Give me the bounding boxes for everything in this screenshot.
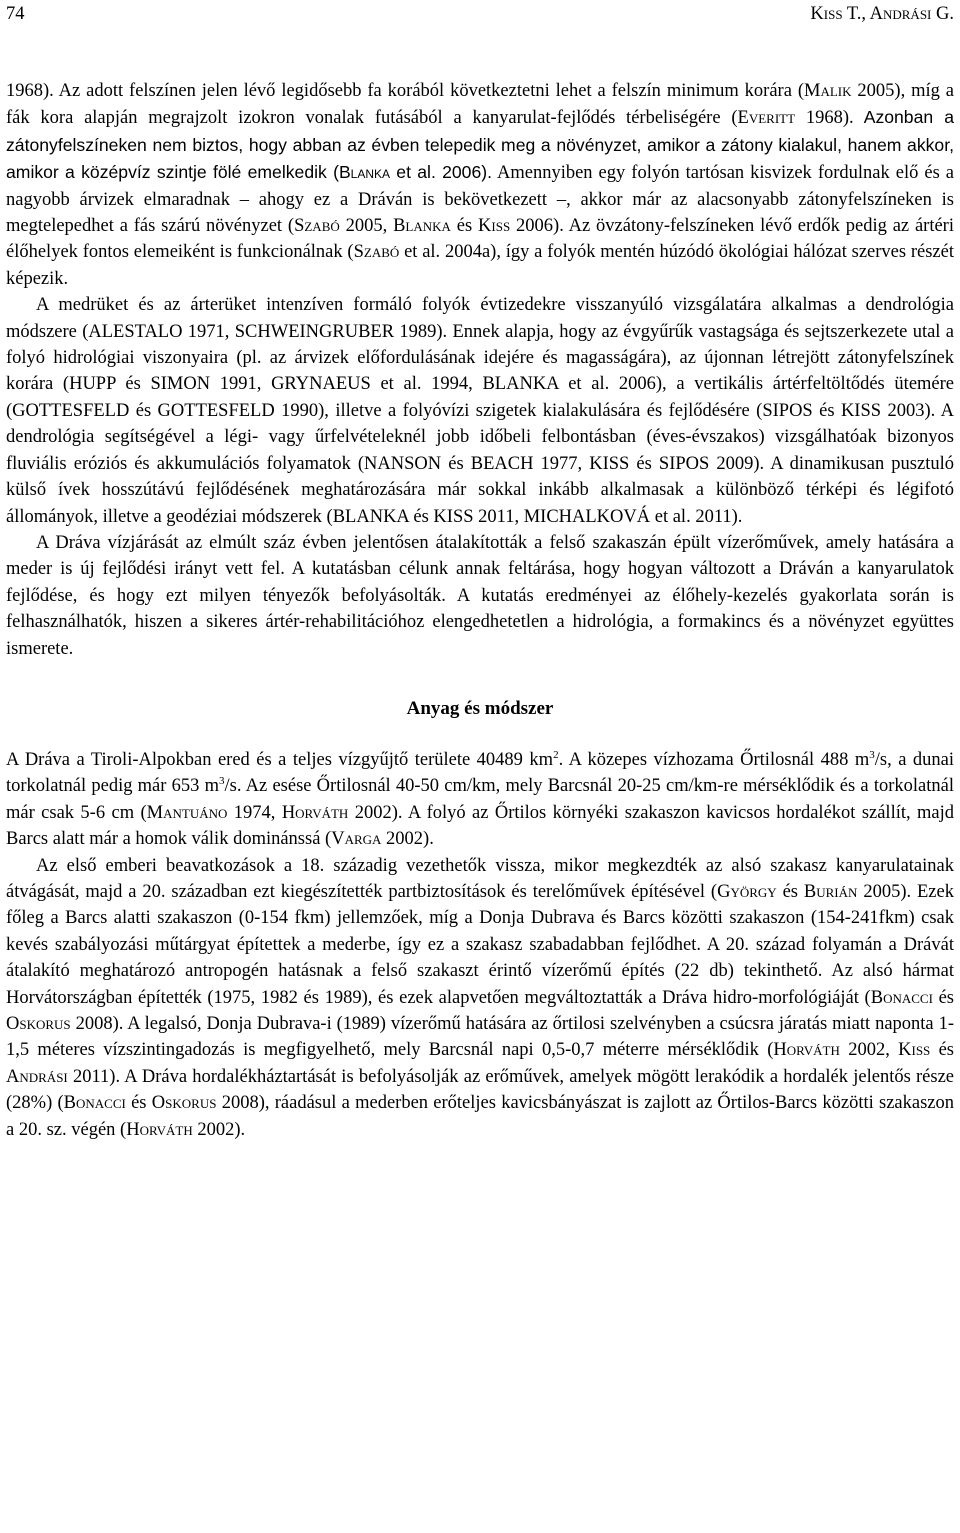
citation-author: Everitt — [737, 108, 796, 129]
paragraph-dendrology — [6, 292, 954, 530]
citation-author: Kiss — [478, 216, 511, 237]
impact-text: 2008), ráadásul a mederben erőteljes kavicsbányászat is zajlott az Őrtilos-Barcs közötti szakaszon a 20. sz. végén ( — [6, 1093, 954, 1140]
paragraph-drava-basics — [6, 747, 954, 853]
drava-text: . A közepes vízhozama Őrtilosnál 488 m — [558, 749, 870, 770]
intro-text: et al. 2006). — [390, 162, 492, 183]
citation-author: Szabó — [353, 242, 400, 263]
intro-text: 2005), míg a fák kora alapján megrajzolt izokron vonalak futásából a — [6, 81, 954, 129]
drava-text: /s. Az esése Őrtilosnál 40-50 cm/km, mely Barcsnál 20-25 cm/km-re mérséklődik és a torkolatnál már csak 5-6 cm ( — [6, 776, 954, 823]
intro-text: és — [450, 216, 479, 237]
citation-author: Szabó — [294, 216, 340, 237]
paragraph-aims: A Dráva vízjárását az elmúlt száz évben jelentősen átalakították a felső szakaszán épült vízerőművek, amely hatására a meder is új fejlődési irányt vett fel. A kutatásban célunk annak feltárása, hogy hogyan változott a Dráván a kanyarulatok fejlődése, és hogy ezt milyen tényezők befolyásolták. A kutatás eredményei az élőhely-kezelés gyakorlata során is felhasználhatók, hiszen a sikeres ártér-rehabilitációhoz elengedhetetlen a hidrológia, a formakincs és a növényzet együttes ismerete. — [6, 532, 954, 659]
impact-text: és — [776, 881, 804, 902]
paragraph-human-impact — [6, 853, 954, 1143]
citation-author: Burián — [803, 881, 858, 902]
impact-text: és — [930, 1040, 954, 1061]
impact-text: Az első emberi beavatkozások a 18. századig vezethetők vissza, mikor megkezdték az alsó szakasz kanyarulatainak átvágását, majd a 20. században ezt kiegészítették partbiztosítások és terelőművek építésével ( — [6, 855, 954, 902]
superscript: 3 — [219, 775, 225, 788]
running-header — [6, 0, 954, 34]
citation-author: Horváth — [281, 802, 349, 823]
drava-text: /s, a dunai torkolatnál pedig már 653 m — [6, 749, 954, 797]
document-page — [6, 0, 954, 1143]
intro-text: Azonban a zátonyfelszíneken nem biztos, hogy abban az évben telepedik meg a növényzet, amikor a zátony kialakul, hanem akkor, amikor a középvíz szintje fölé emelkedik ( — [6, 107, 955, 183]
intro-text: et al. 2004a), így a folyók mentén húzódó ökológiai hálózat szerves részét képezik. — [6, 242, 954, 289]
section-heading: Anyag és módszer — [406, 697, 554, 719]
intro-text: Amennyiben egy folyón tartósan kisvizek fordulnak elő és a nagyobb árvizek elmaradnak – ahogy ez a Dráván is bekövetkezett –, akkor már az alacsonyabb zátonyfelszíneken is megtelepedhet a fás szárú növényzet ( — [6, 163, 954, 237]
intro-text: kanyarulat-fejlődés térbeliségére ( — [472, 108, 738, 129]
citation-author: Kiss — [898, 1040, 931, 1061]
citation-author: Blanka — [393, 216, 451, 237]
impact-text: 2011). A Dráva hordalékháztartását is befolyásolják az erőművek, amelyek mögött lerakódik a hordalék jelentős része (28%) ( — [6, 1066, 954, 1114]
citation-author: Bonacci — [870, 987, 933, 1008]
impact-text: 2002). — [192, 1119, 246, 1140]
superscript: 3 — [869, 748, 875, 761]
dendrology-text: A medrüket és az árterüket intenzíven formáló folyók évtizedekre visszanyúló vizsgálatára alkalmas a dendrológia módszere (ALESTALO 1971, SCHWEINGRUBER 1989). — [6, 295, 954, 342]
intro-text: 1968). Az adott felszínen jelen lévő legidősebb fa korából következtetni lehet a felszín minimum korára ( — [6, 81, 804, 101]
drava-text: 2002). A folyó az Őrtilos környéki szakaszon kavicsos hordalékot szállít, majd Barcs alatt már a homok válik dominánssá ( — [6, 802, 955, 850]
dendrology-text: Ennek alapja, hogy az évgyűrűk vastagsága és sejtszerkezete utal a folyó hidrológiai viszonyaira (pl. az árvizek előfordulásának idejére és magasságára), az újonnan létrejött zátonyfelszínek korára (HUPP és SIMON 1991, GRYNAEUS et al. 1994, BLANKA et al. 2006), a vertikális ártérfeltöltődés ütemére (GOTTESFELD és GOTTESFELD 1990), illetve a folyóvízi szigetek kialakulására és fejlődésére (SIPOS és KISS 2003). — [6, 321, 954, 421]
citation-author: Horváth — [126, 1119, 193, 1140]
dendrology-text: A dinamikusan pusztuló külső ívek hosszútávú fejlődésének meghatározására már sokkal inkább alkalmasak a különböző térképi és légifotó állományok, illetve a geodéziai módszerek (BLANKA és KISS 2011, MICHALKOVÁ et al. 2011). — [6, 453, 954, 527]
citation-author: Mantuáno — [146, 802, 228, 823]
intro-text: 1968). — [795, 108, 854, 129]
impact-text: és — [932, 987, 954, 1008]
impact-text: és — [125, 1093, 152, 1114]
impact-text: 2002, — [839, 1040, 899, 1061]
superscript: 2 — [553, 748, 559, 761]
citation-author: Oskorus — [151, 1093, 217, 1114]
citation-author: Andrási — [6, 1066, 68, 1087]
drava-text: 2002). — [381, 829, 434, 850]
drava-text: 1974, — [227, 802, 282, 823]
impact-text: 2008). A legalsó, Donja Dubrava-i (1989) vízerőmű hatására az őrtilosi szelvényben a csúcsra járatás miatt naponta 1-1,5 méteres vízszintingadozás is megfigyelhető, mely Barcsnál napi 0,5-0,7 méterre mérséklődik ( — [6, 1014, 954, 1061]
citation-author: Varga — [331, 829, 382, 850]
intro-text: 2006). Az övzátony-felszíneken lévő erdők pedig az ártéri élőhelyek fontos elemeiként is funkcionálnak ( — [6, 216, 954, 263]
intro-text: 2005, — [339, 216, 394, 237]
running-header-authors: Kiss T., Andrási G. — [810, 4, 954, 24]
citation-author: Bonacci — [63, 1093, 126, 1114]
body-text — [6, 78, 954, 1143]
paragraph-intro — [6, 78, 954, 292]
impact-text: 2005). Ezek főleg a Barcs alatti szakaszon (0-154 fkm) jellemzőek, míg a Donja Dubrava és Barcs közötti szakaszon (154-241fkm) csak kevés szabályozási műtárgyat építettek a mederbe, így ez a szakasz szabadabban fejlődhet. A 20. század folyamán a Drávát átalakító meghatározó antropogén hatásnak a felső szakaszt érintő vízerőmű építés (22 db) tekinthető. Az alsó hármat Horvátországban építették (1975, 1982 és 1989), és ezek alapvetően megváltoztatták a Dráva hidro-morfológiáját ( — [6, 881, 954, 1008]
dendrology-text: A dendrológia segítségével a légi- vagy űrfelvételeknél jobb időbeli felbontásban (éves-évszakos) vizsgálhatóak bizonyos fluviális eróziós és akkumulációs folyamatok (NANSON és BEACH 1977, KISS és SIPOS 2009). — [6, 400, 954, 474]
citation-author: Malik — [804, 81, 852, 101]
citation-author: Blanka — [338, 162, 391, 183]
drava-text: A Dráva a Tiroli-Alpokban ered és a teljes vízgyűjtő területe 40489 km — [6, 749, 554, 770]
page-number: 74 — [6, 4, 25, 24]
citation-author: György — [717, 881, 777, 902]
citation-author: Oskorus — [6, 1014, 71, 1034]
citation-author: Horváth — [773, 1040, 840, 1061]
